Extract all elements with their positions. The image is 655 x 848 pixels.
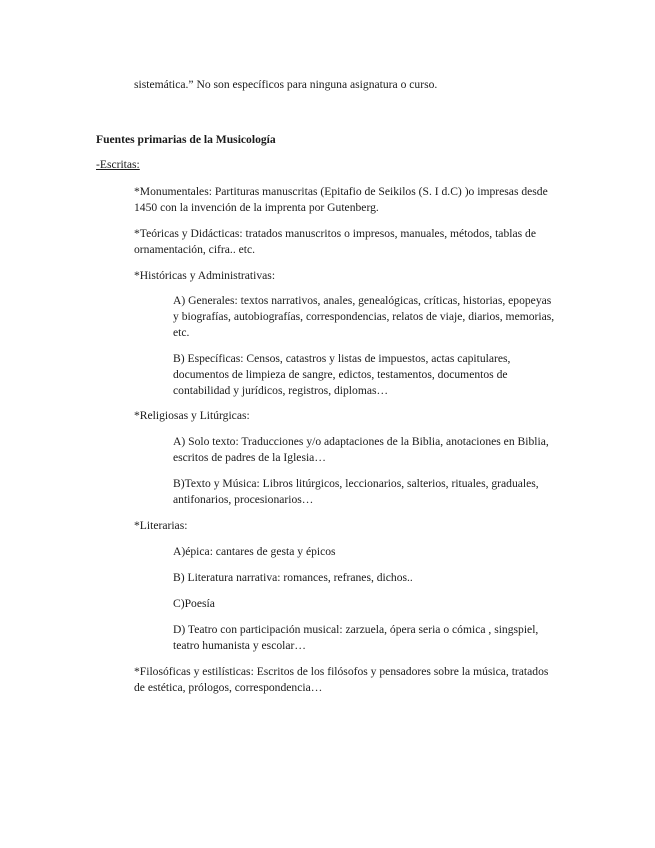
- entry-teoricas: *Teóricas y Didácticas: tratados manuscritos o impresos, manuales, métodos, tablas de ornamentación, cifra.. etc.: [134, 227, 536, 256]
- subsection-heading: -Escritas:: [96, 158, 140, 171]
- entry-literarias-sub-d: D) Teatro con participación musical: zarzuela, ópera seria o cómica , singspiel, teatro humanista y escolar…: [173, 623, 539, 652]
- entry-literarias-sub-b: B) Literatura narrativa: romances, refranes, dichos..: [173, 571, 413, 584]
- entry-religiosas-sub-a: A) Solo texto: Traducciones y/o adaptaciones de la Biblia, anotaciones en Biblia, escritos de padres de la Iglesia…: [173, 435, 549, 464]
- entry-historicas-sub-a: A) Generales: textos narrativos, anales, genealógicas, críticas, historias, epopeyas y biografías, autobiografías, correspondencias, relatos de viaje, diarios, memorias, etc.: [173, 294, 555, 339]
- entry-literarias: *Literarias:: [134, 519, 188, 532]
- entry-historicas: *Históricas y Administrativas:: [134, 269, 276, 282]
- intro-line: sistemática.” No son específicos para ninguna asignatura o curso.: [134, 78, 438, 91]
- entry-religiosas-sub-b: B)Texto y Música: Libros litúrgicos, leccionarios, salterios, rituales, graduales, antifonarios, procesionarios…: [173, 477, 539, 506]
- entry-literarias-sub-a: A)épica: cantares de gesta y épicos: [173, 545, 336, 558]
- entry-filosoficas: *Filosóficas y estilísticas: Escritos de los filósofos y pensadores sobre la música, tratados de estética, prólogos, correspondencia…: [134, 665, 549, 694]
- entry-historicas-sub-b: B) Específicas: Censos, catastros y listas de impuestos, actas capitulares, documentos de limpieza de sangre, edictos, testamentos, documentos de contabilidad y jurídicos, registros, diplomas…: [173, 352, 511, 397]
- entry-monumentales: *Monumentales: Partituras manuscritas (Epitafio de Seikilos (S. I d.C) )o impresas desde 1450 con la invención de la imprenta por Gutenberg.: [134, 185, 548, 214]
- section-title: Fuentes primarias de la Musicología: [96, 133, 276, 146]
- entry-literarias-sub-c: C)Poesía: [173, 597, 215, 610]
- entry-religiosas: *Religiosas y Litúrgicas:: [134, 409, 250, 422]
